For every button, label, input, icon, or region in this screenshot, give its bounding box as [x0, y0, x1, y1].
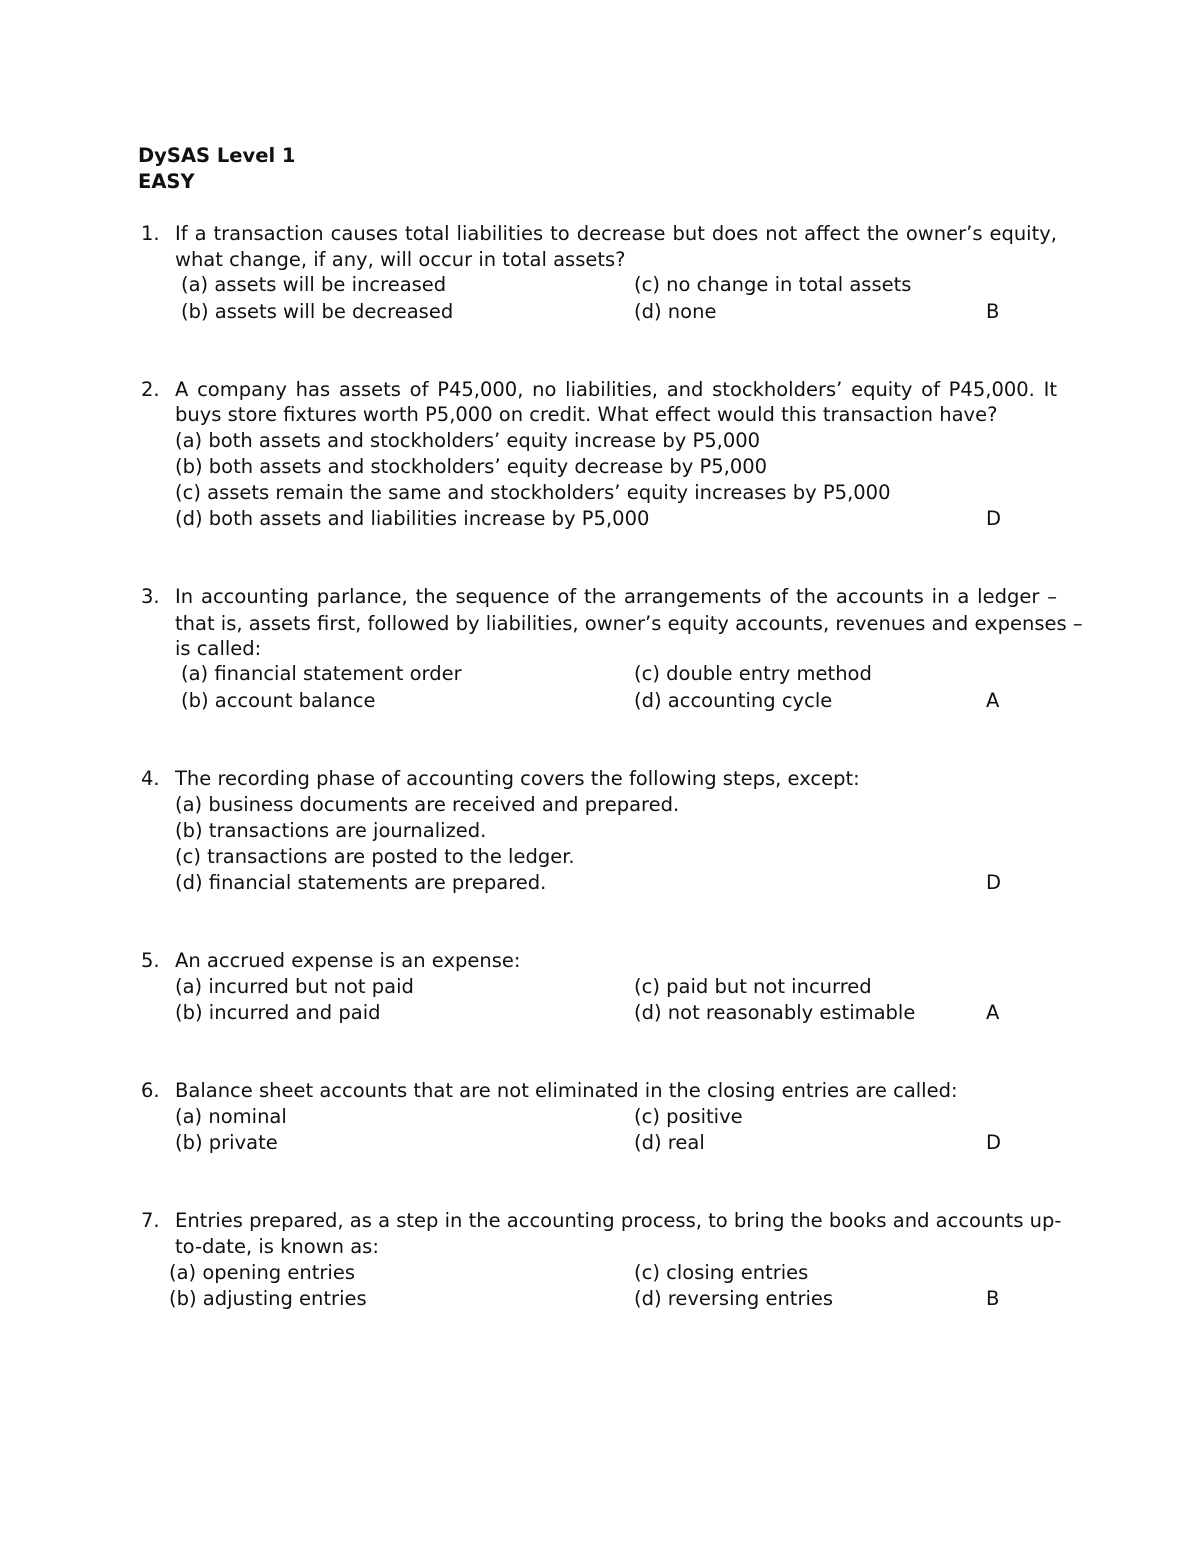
choice-a: (a) nominal	[175, 1105, 287, 1128]
choice-c: (c) positive	[634, 1105, 743, 1128]
question-text-line: A company has assets of P45,000, no liabilities, and stockholders’ equity of P45,000. It	[175, 378, 1057, 401]
question-number: 1.	[141, 222, 160, 245]
choice-b: (b) private	[175, 1131, 278, 1154]
choice-b: (b) incurred and paid	[175, 1001, 381, 1024]
answer-key: B	[986, 300, 1000, 323]
choice-a: (a) both assets and stockholders’ equity increase by P5,000	[175, 429, 761, 452]
choice-d: (d) both assets and liabilities increase by P5,000	[175, 507, 650, 530]
choice-c: (c) double entry method	[634, 662, 872, 685]
question-number: 2.	[141, 378, 160, 401]
document-title: DySAS Level 1	[138, 144, 296, 167]
question-number: 3.	[141, 585, 160, 608]
question-text-line: In accounting parlance, the sequence of the arrangements of the accounts in a ledger –	[175, 585, 1057, 608]
choice-b: (b) account balance	[181, 689, 376, 712]
choice-d: (d) accounting cycle	[634, 689, 833, 712]
answer-key: D	[986, 1131, 1002, 1154]
choice-b: (b) adjusting entries	[169, 1287, 367, 1310]
question-text-line: Entries prepared, as a step in the accounting process, to bring the books and accounts up-	[175, 1209, 1062, 1232]
choice-b: (b) both assets and stockholders’ equity decrease by P5,000	[175, 455, 768, 478]
choice-b: (b) assets will be decreased	[181, 300, 454, 323]
answer-key: D	[986, 507, 1002, 530]
answer-key: B	[986, 1287, 1000, 1310]
difficulty-level: EASY	[138, 170, 195, 193]
question-number: 4.	[141, 767, 160, 790]
choice-a: (a) business documents are received and prepared.	[175, 793, 680, 816]
choice-d: (d) reversing entries	[634, 1287, 834, 1310]
question-number: 5.	[141, 949, 160, 972]
answer-key: A	[986, 1001, 1000, 1024]
question-text-line: what change, if any, will occur in total assets?	[175, 248, 626, 271]
choice-b: (b) transactions are journalized.	[175, 819, 487, 842]
choice-a: (a) opening entries	[169, 1261, 355, 1284]
choice-d: (d) financial statements are prepared.	[175, 871, 547, 894]
question-text-line: The recording phase of accounting covers the following steps, except:	[175, 767, 860, 790]
choice-d: (d) real	[634, 1131, 705, 1154]
question-number: 7.	[141, 1209, 160, 1232]
choice-d: (d) not reasonably estimable	[634, 1001, 916, 1024]
choice-a: (a) financial statement order	[181, 662, 462, 685]
question-text-line: that is, assets first, followed by liabilities, owner’s equity accounts, revenues and expenses –	[175, 612, 1083, 635]
choice-c: (c) no change in total assets	[634, 273, 912, 296]
choice-d: (d) none	[634, 300, 717, 323]
question-text-line: An accrued expense is an expense:	[175, 949, 521, 972]
choice-c: (c) transactions are posted to the ledger.	[175, 845, 575, 868]
choice-c: (c) assets remain the same and stockholders’ equity increases by P5,000	[175, 481, 891, 504]
question-number: 6.	[141, 1079, 160, 1102]
question-text-line: Balance sheet accounts that are not eliminated in the closing entries are called:	[175, 1079, 958, 1102]
question-text-line: If a transaction causes total liabilities to decrease but does not affect the owner’s equity,	[175, 222, 1057, 245]
choice-a: (a) assets will be increased	[181, 273, 447, 296]
answer-key: D	[986, 871, 1002, 894]
question-text-line: is called:	[175, 637, 262, 660]
choice-a: (a) incurred but not paid	[175, 975, 414, 998]
answer-key: A	[986, 689, 1000, 712]
question-text-line: buys store fixtures worth P5,000 on credit. What effect would this transaction have?	[175, 403, 998, 426]
question-text-line: to-date, is known as:	[175, 1235, 379, 1258]
choice-c: (c) closing entries	[634, 1261, 809, 1284]
choice-c: (c) paid but not incurred	[634, 975, 872, 998]
